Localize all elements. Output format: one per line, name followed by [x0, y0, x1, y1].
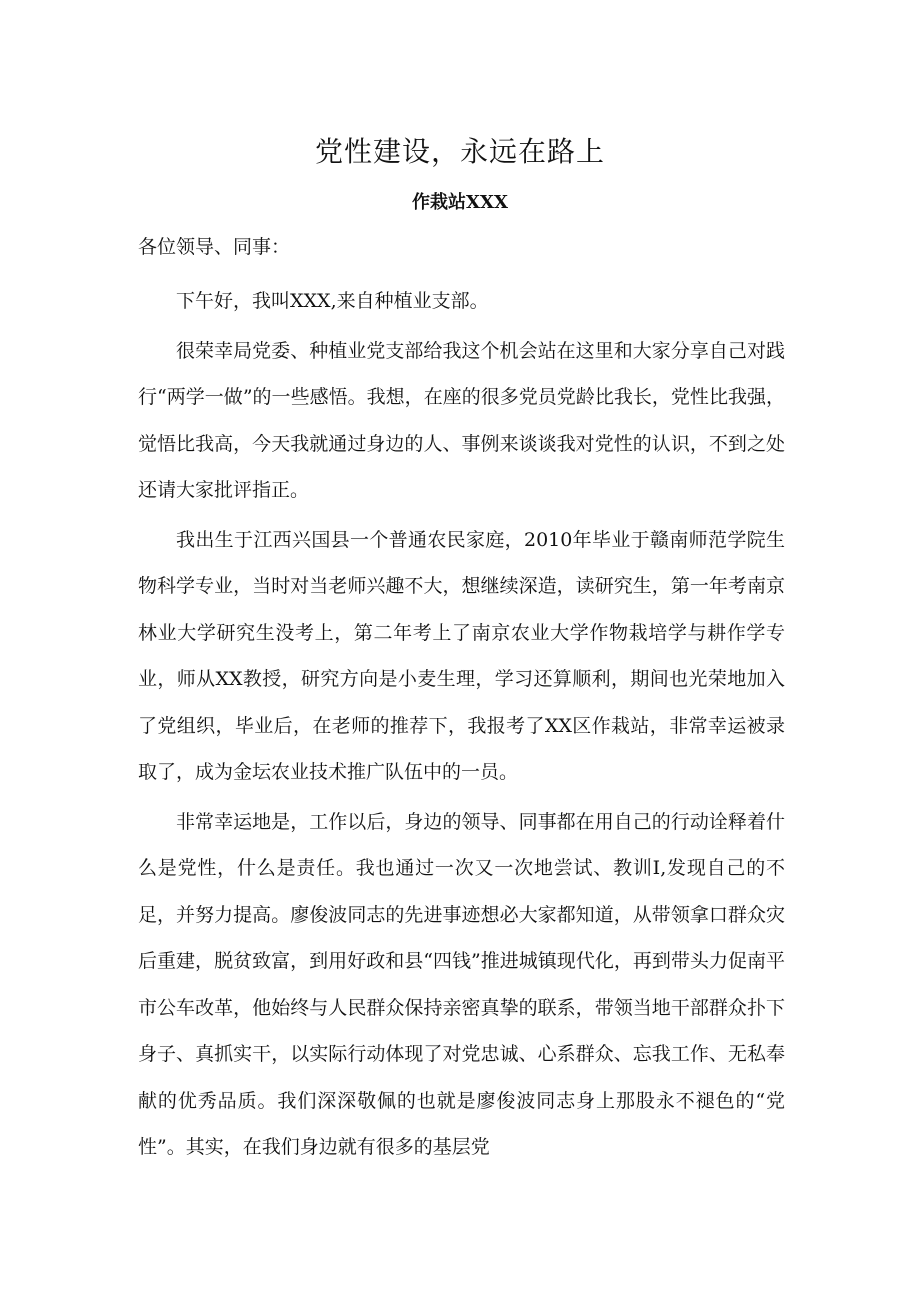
document-author: 作栽站XXX [412, 192, 508, 213]
document-title: 党性建设，永远在路上 [314, 135, 605, 168]
paragraph-party-spirit: 非常幸运地是，工作以后，身边的领导、同事都在用自己的行动诠释着什么是党性，什么是责任。我也通过一次又一次地尝试、教训I,发现自己的不足，并努力提高。廖俊波同志的先进事迹想必大家都知道，从带领拿口群众灾后重建，脱贫致富，到用好政和县“四钱”推进城镇现代化，再到带头力促南平市公车改革，他始终与人民群众保持亲密真挚的联系，带领当地干部群众扑下身子、真抓实干，以实际行动体现了对党忠诚、心系群众、忘我工作、无私奉献的优秀品质。我们深深敬佩的也就是廖俊波同志身上那股永不褪色的“党性”。其实，在我们身边就有很多的基层党 [138, 810, 785, 1158]
document-body [138, 278, 785, 1174]
paragraph-intro: 很荣幸局党委、种植业党支部给我这个机会站在这里和大家分享自己对践行“两学一做”的一些感悟。我想，在座的很多党员党龄比我长，党性比我强，觉悟比我高，今天我就通过身边的人、事例来谈谈我对党性的认识，不到之处还请大家批评指正。 [138, 339, 785, 501]
salutation: 各位领导、同事： [138, 236, 291, 258]
paragraph-greeting: 下午好，我叫XXX,来自种植业支部。 [176, 290, 489, 312]
paragraph-background: 我出生于江西兴国县一个普通农民家庭，2010年毕业于赣南师范学院生物科学专业，当时对当老师兴趣不大，想继续深造，读研究生，第一年考南京林业大学研究生没考上，第二年考上了南京农业大学作物栽培学与耕作学专业，师从XX教授，研究方向是小麦生理，学习还算顺利，期间也光荣地加入了党组织，毕业后，在老师的推荐下，我报考了XX区作栽站，非常幸运被录取了，成为金坛农业技术推广队伍中的一员。 [138, 528, 785, 783]
